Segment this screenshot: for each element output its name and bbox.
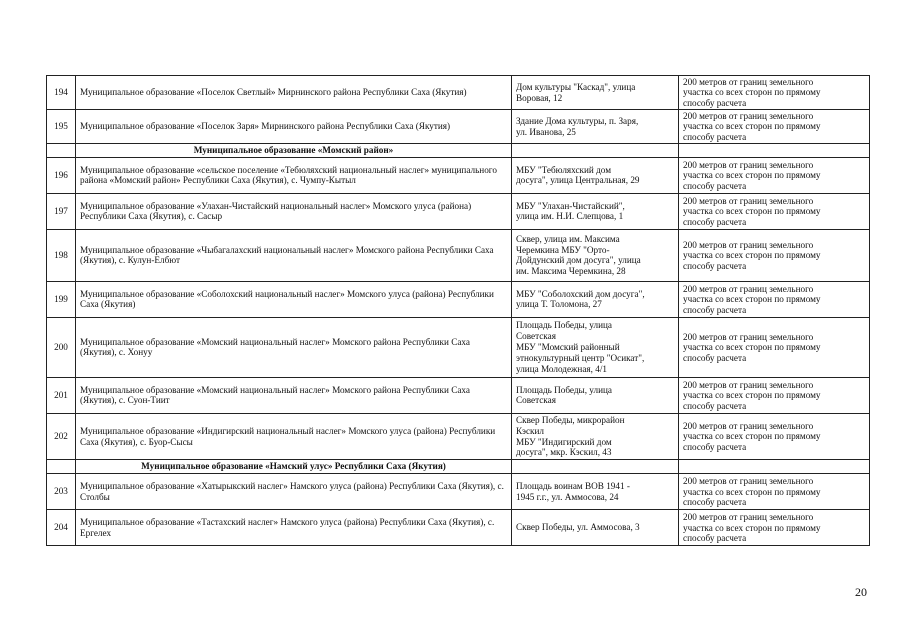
boundary-distance	[679, 110, 870, 144]
boundary-distance-line: участка со всех сторон по прямому	[683, 121, 821, 132]
section-title: Муниципальное образование «Намский улус» Республики Саха (Якутия)	[76, 460, 512, 474]
table-row	[47, 229, 870, 281]
boundary-distance-line: способу расчета	[683, 260, 747, 271]
boundary-distance-line: способу расчета	[683, 352, 747, 363]
boundary-distance	[679, 474, 870, 510]
voting-place	[512, 193, 679, 229]
boundary-distance-line: участка со всех сторон по прямому	[683, 206, 821, 217]
municipality-name: Муниципальное образование «Чыбагалахский национальный наслег» Момского района Республики Саха (Якутия), с. Кулун-Елбют	[76, 229, 512, 281]
voting-place-line: МБУ "Соболохский дом досуга",	[516, 288, 645, 299]
voting-place-line: ул. Иванова, 25	[516, 126, 576, 137]
boundary-distance-line: способу расчета	[683, 532, 747, 543]
municipality-name: Муниципальное образование «Момский национальный наслег» Момского района Республики Саха (Якутия), с. Хонуу	[76, 317, 512, 377]
table-row	[47, 193, 870, 229]
boundary-distance	[679, 413, 870, 459]
municipality-name: Муниципальное образование «Соболохский национальный наслег» Момского улуса (района) Республики Саха (Якутия)	[76, 281, 512, 317]
voting-place-line: досуга", мкр. Кэскил, 43	[516, 447, 612, 458]
boundary-distance	[679, 377, 870, 413]
row-number: 201	[47, 377, 76, 413]
boundary-distance-line: 200 метров от границ земельного	[683, 421, 814, 432]
table-row	[47, 510, 870, 546]
row-number: 197	[47, 193, 76, 229]
boundary-distance-line: участка со всех сторон по прямому	[683, 390, 821, 401]
voting-place-line: МБУ "Момский районный	[516, 341, 620, 352]
boundary-distance	[679, 510, 870, 546]
boundary-distance	[679, 157, 870, 193]
boundary-distance-line: способу расчета	[683, 180, 747, 191]
row-number: 199	[47, 281, 76, 317]
boundary-distance-line: участка со всех сторон по прямому	[683, 87, 821, 98]
boundary-distance-line: 200 метров от границ земельного	[683, 283, 814, 294]
boundary-distance	[679, 229, 870, 281]
voting-place	[512, 474, 679, 510]
boundary-distance-line: способу расчета	[683, 400, 747, 411]
voting-place-line: им. Максима Черемкина, 28	[516, 266, 626, 277]
boundary-distance-line: способу расчета	[683, 216, 747, 227]
voting-place	[512, 510, 679, 546]
voting-place	[512, 110, 679, 144]
voting-place-line: улица им. Н.И. Слепцова, 1	[516, 211, 624, 222]
section-distance-cell	[679, 460, 870, 474]
table-row	[47, 474, 870, 510]
voting-place-line: 1945 г.г., ул. Аммосова, 24	[516, 491, 619, 502]
voting-place	[512, 377, 679, 413]
table-row	[47, 157, 870, 193]
boundary-distance-line: участка со всех сторон по прямому	[683, 486, 821, 497]
voting-place	[512, 76, 679, 110]
municipality-name: Муниципальное образование «Поселок Заря» Мирнинского района Республики Саха (Якутия)	[76, 110, 512, 144]
voting-place-line: Советская	[516, 395, 556, 406]
municipality-name: Муниципальное образование «Момский национальный наслег» Момского района Республики Саха (Якутия), с. Суон-Тиит	[76, 377, 512, 413]
boundary-distance-line: 200 метров от границ земельного	[683, 111, 814, 122]
municipality-name: Муниципальное образование «Улахан-Чистайский национальный наслег» Момского улуса (района) Республики Саха (Якутия), с. Сасыр	[76, 193, 512, 229]
voting-place-line: Дойдунский дом досуга", улица	[516, 255, 641, 266]
voting-place	[512, 229, 679, 281]
voting-place-line: Сквер Победы, ул. Аммосова, 3	[516, 522, 640, 533]
table-row	[47, 377, 870, 413]
table-body	[47, 76, 870, 546]
municipality-name: Муниципальное образование «Индигирский национальный наслег» Момского улуса (района) Республики Саха (Якутия), с. Буор-Сысы	[76, 413, 512, 459]
boundary-distance-line: 200 метров от границ земельного	[683, 159, 814, 170]
table-row	[47, 317, 870, 377]
boundary-distance	[679, 317, 870, 377]
boundary-distance-line: способу расчета	[683, 97, 747, 108]
section-header-row	[47, 144, 870, 158]
table-row	[47, 413, 870, 459]
section-place-cell	[512, 144, 679, 158]
voting-place-line: Черемкина МБУ "Орто-	[516, 244, 610, 255]
page-number: 20	[855, 585, 867, 599]
row-number: 202	[47, 413, 76, 459]
voting-place-line: Площадь Победы, улица	[516, 320, 612, 331]
election-places-table	[46, 75, 870, 546]
municipality-name: Муниципальное образование «Хатырыкский наслег» Намского улуса (района) Республики Саха (Якутия), с. Столбы	[76, 474, 512, 510]
voting-place-line: Сквер, улица им. Максима	[516, 233, 620, 244]
boundary-distance-line: участка со всех сторон по прямому	[683, 294, 821, 305]
voting-place-line: Площадь Победы, улица	[516, 384, 612, 395]
boundary-distance-line: 200 метров от границ земельного	[683, 476, 814, 487]
table-row	[47, 110, 870, 144]
boundary-distance	[679, 76, 870, 110]
table-row	[47, 281, 870, 317]
row-number: 194	[47, 76, 76, 110]
boundary-distance-line: 200 метров от границ земельного	[683, 512, 814, 523]
voting-place-line: Здание Дома культуры, п. Заря,	[516, 115, 639, 126]
boundary-distance-line: способу расчета	[683, 131, 747, 142]
voting-place-line: улица Молодежная, 4/1	[516, 363, 607, 374]
boundary-distance-line: 200 метров от границ земельного	[683, 379, 814, 390]
boundary-distance-line: участка со всех сторон по прямому	[683, 170, 821, 181]
voting-place-line: Площадь воинам ВОВ 1941 -	[516, 480, 630, 491]
section-number-cell	[47, 460, 76, 474]
row-number: 204	[47, 510, 76, 546]
row-number: 198	[47, 229, 76, 281]
boundary-distance-line: способу расчета	[683, 441, 747, 452]
boundary-distance-line: 200 метров от границ земельного	[683, 77, 814, 88]
voting-place-line: улица Т. Толомона, 27	[516, 299, 602, 310]
section-number-cell	[47, 144, 76, 158]
boundary-distance-line: способу расчета	[683, 304, 747, 315]
voting-place	[512, 413, 679, 459]
boundary-distance-line: способу расчета	[683, 496, 747, 507]
voting-place-line: досуга", улица Центральная, 29	[516, 175, 640, 186]
section-header-row	[47, 460, 870, 474]
boundary-distance-line: 200 метров от границ земельного	[683, 195, 814, 206]
voting-place-line: МБУ "Улахан-Чистайский",	[516, 200, 625, 211]
voting-place-line: этнокультурный центр "Осикат",	[516, 352, 645, 363]
boundary-distance	[679, 281, 870, 317]
voting-place	[512, 157, 679, 193]
voting-place-line: Кэскил	[516, 425, 544, 436]
municipality-name: Муниципальное образование «сельское поселение «Тебюляхский национальный наслег» муниципального района «Момский район» Республики Саха (Якутия), с. Чумпу-Кытыл	[76, 157, 512, 193]
boundary-distance-line: участка со всех сторон по прямому	[683, 342, 821, 353]
voting-place-line: МБУ "Тебюляхский дом	[516, 164, 612, 175]
row-number: 200	[47, 317, 76, 377]
voting-place	[512, 281, 679, 317]
boundary-distance-line: 200 метров от границ земельного	[683, 239, 814, 250]
voting-place-line: Дом культуры "Каскад", улица	[516, 81, 636, 92]
municipality-name: Муниципальное образование «Тастахский наслег» Намского улуса (района) Республики Саха (Якутия), с. Ергелех	[76, 510, 512, 546]
row-number: 195	[47, 110, 76, 144]
voting-place-line: МБУ "Индигирский дом	[516, 436, 612, 447]
boundary-distance-line: 200 метров от границ земельного	[683, 331, 814, 342]
boundary-distance-line: участка со всех сторон по прямому	[683, 250, 821, 261]
section-distance-cell	[679, 144, 870, 158]
row-number: 196	[47, 157, 76, 193]
row-number: 203	[47, 474, 76, 510]
voting-place-line: Воровая, 12	[516, 92, 563, 103]
voting-place-line: Советская	[516, 331, 556, 342]
boundary-distance	[679, 193, 870, 229]
municipality-name: Муниципальное образование «Поселок Светлый» Мирнинского района Республики Саха (Якутия)	[76, 76, 512, 110]
boundary-distance-line: участка со всех сторон по прямому	[683, 522, 821, 533]
section-title: Муниципальное образование «Момский район»	[76, 144, 512, 158]
voting-place-line: Сквер Победы, микрорайон	[516, 414, 625, 425]
boundary-distance-line: участка со всех сторон по прямому	[683, 431, 821, 442]
table-row	[47, 76, 870, 110]
voting-place	[512, 317, 679, 377]
section-place-cell	[512, 460, 679, 474]
